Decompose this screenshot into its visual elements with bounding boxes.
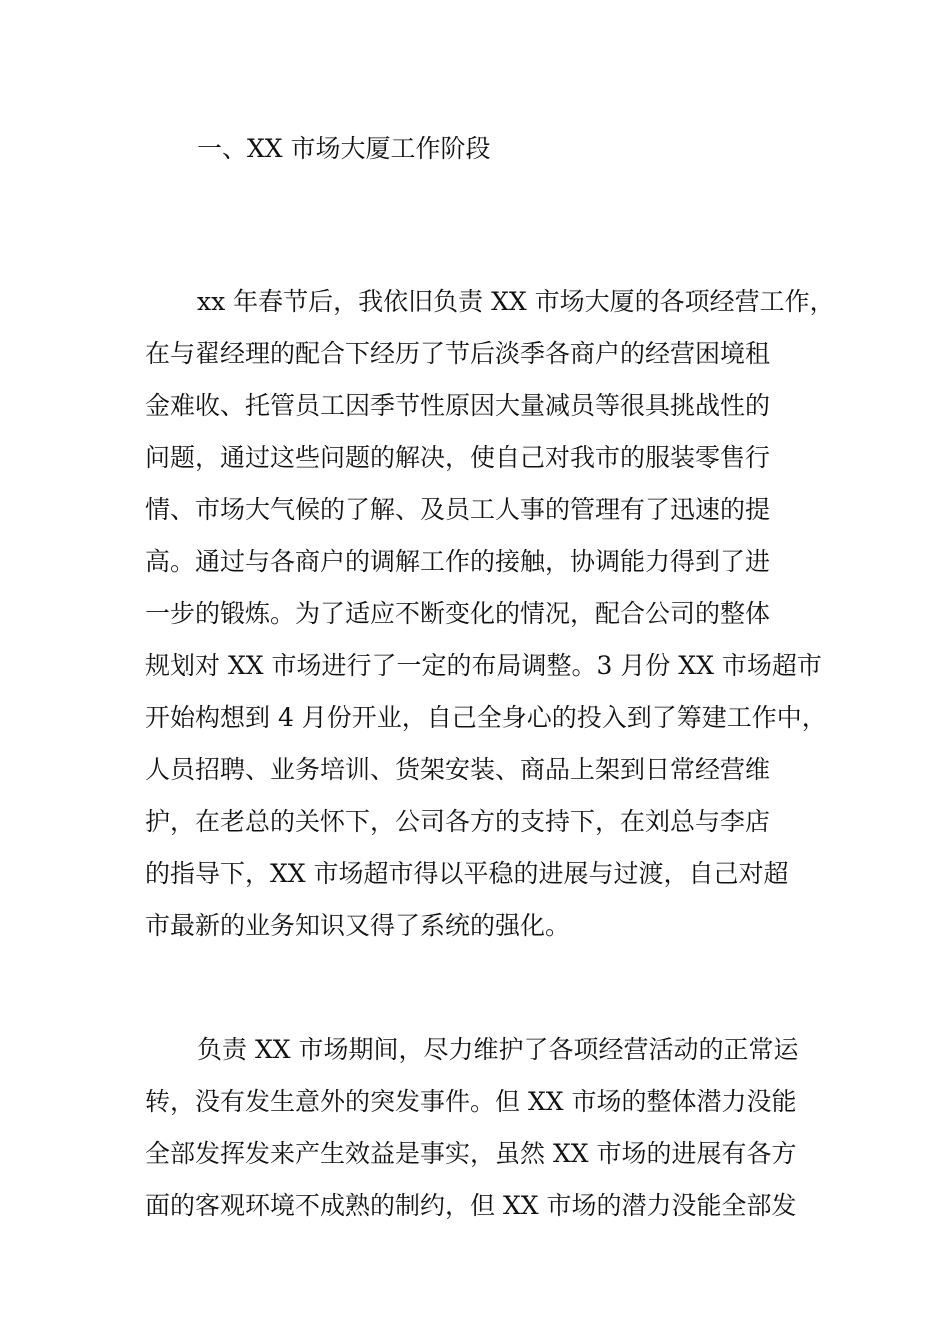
- section-heading: 一、XX 市场大厦工作阶段: [197, 134, 491, 163]
- paragraph-line: 面的客观环境不成熟的制约，但 XX 市场的潜力没能全部发: [145, 1191, 797, 1220]
- paragraph-line: 的指导下，XX 市场超市得以平稳的进展与过渡，自己对超: [145, 859, 789, 888]
- paragraph-line: 问题，通过这些问题的解决，使自己对我市的服装零售行: [145, 443, 771, 472]
- paragraph-line: 全部发挥发来产生效益是事实，虽然 XX 市场的进展有各方: [145, 1139, 797, 1168]
- paragraph-line: 负责 XX 市场期间，尽力维护了各项经营活动的正常运: [197, 1035, 799, 1064]
- paragraph-line: 一步的锻炼。为了适应不断变化的情况，配合公司的整体: [145, 599, 771, 628]
- paragraph-line: 护，在老总的关怀下，公司各方的支持下，在刘总与李店: [145, 807, 771, 836]
- paragraph-2: [145, 1024, 815, 1232]
- paragraph-line: xx 年春节后，我依旧负责 XX 市场大厦的各项经营工作，: [197, 287, 835, 316]
- paragraph-line: 规划对 XX 市场进行了一定的布局调整。3 月份 XX 市场超市: [145, 651, 822, 680]
- paragraph-1: [145, 276, 835, 952]
- paragraph-line: 人员招聘、业务培训、货架安装、商品上架到日常经营维: [145, 755, 771, 784]
- paragraph-line: 高。通过与各商户的调解工作的接触，协调能力得到了进: [145, 547, 771, 576]
- paragraph-line: 市最新的业务知识又得了系统的强化。: [145, 911, 571, 940]
- paragraph-line: 在与翟经理的配合下经历了节后淡季各商户的经营困境租: [145, 339, 771, 368]
- paragraph-line: 金难收、托管员工因季节性原因大量减员等很具挑战性的: [145, 391, 771, 420]
- paragraph-line: 开始构想到 4 月份开业，自己全身心的投入到了筹建工作中，: [145, 703, 827, 732]
- paragraph-line: 情、市场大气候的了解、及员工人事的管理有了迅速的提: [145, 495, 771, 524]
- paragraph-line: 转，没有发生意外的突发事件。但 XX 市场的整体潜力没能: [145, 1087, 797, 1116]
